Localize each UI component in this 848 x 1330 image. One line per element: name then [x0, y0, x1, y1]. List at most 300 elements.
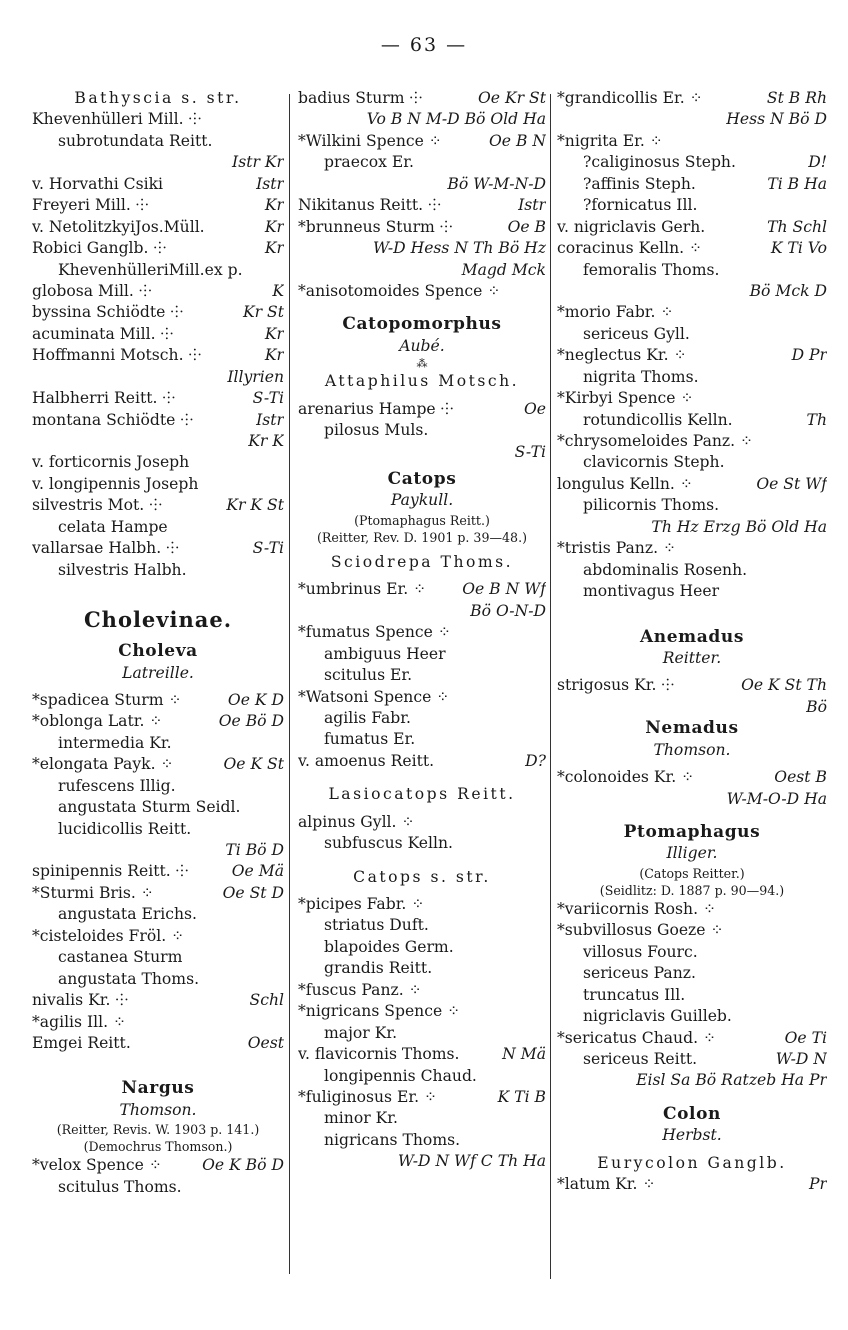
- text-line: [32, 711, 284, 732]
- spacer: [298, 772, 546, 784]
- text-line: [557, 1153, 827, 1174]
- distribution-text: Th Schl: [767, 217, 827, 236]
- text-line: [298, 131, 546, 152]
- text-line: [557, 109, 827, 130]
- entry-text: ⁂: [416, 357, 428, 371]
- distribution-text: Oest B: [774, 768, 827, 787]
- text-line: [557, 367, 827, 388]
- entry-text: Hoffmanni Motsch. ⸭: [32, 346, 202, 365]
- distribution-text: Kr St: [242, 303, 284, 322]
- distribution-text: S-Ti: [252, 539, 284, 558]
- entry-text: Nargus: [121, 1078, 195, 1099]
- section-heading: [557, 718, 827, 739]
- section-heading: [32, 641, 284, 662]
- text-line: [298, 729, 546, 750]
- text-line: [557, 963, 827, 984]
- text-line: [557, 1174, 827, 1195]
- entry-text: *fuscus Panz. ⁘: [298, 980, 422, 999]
- distribution-text: Th: [806, 410, 827, 429]
- text-line: [32, 474, 284, 495]
- section-heading: [32, 1078, 284, 1099]
- text-line: [557, 324, 827, 345]
- entry-text: *anisotomoides Spence ⁘: [298, 281, 501, 300]
- spacer: [557, 810, 827, 822]
- spacer: [32, 1054, 284, 1078]
- entry-text: Choleva: [118, 641, 198, 662]
- text-line: [298, 867, 546, 888]
- column-left: [32, 88, 284, 1198]
- distribution-text: Th Hz Erzg Bö Old Ha: [651, 517, 827, 536]
- text-line: [298, 579, 546, 600]
- text-line: [298, 152, 546, 173]
- entry-text: Ptomaphagus: [623, 822, 761, 842]
- spacer: [557, 1092, 827, 1104]
- text-line: [32, 840, 284, 861]
- text-line: [298, 529, 546, 546]
- entry-text: sericeus Reitt.: [583, 1049, 698, 1068]
- entry-text: Aubé.: [399, 336, 445, 355]
- entry-text: subfuscus Kelln.: [324, 834, 454, 853]
- entry-text: Thomson.: [119, 1100, 197, 1119]
- text-line: [32, 733, 284, 754]
- text-line: [557, 474, 827, 495]
- entry-text: byssina Schiödte ⸭: [32, 303, 184, 322]
- column-middle: [298, 88, 546, 1173]
- text-line: [557, 648, 827, 669]
- entry-text: major Kr.: [324, 1023, 398, 1042]
- text-line: [298, 399, 546, 420]
- entry-text: *cisteloides Fröl. ⁘: [32, 926, 185, 945]
- text-line: [298, 644, 546, 665]
- distribution-text: Kr: [264, 239, 284, 258]
- text-line: [557, 431, 827, 452]
- distribution-text: Kr: [264, 346, 284, 365]
- section-heading: [557, 822, 827, 843]
- entry-text: abdominalis Rosenh.: [583, 560, 748, 579]
- text-line: [298, 687, 546, 708]
- text-line: [557, 152, 827, 173]
- entry-text: longulus Kelln. ⁘: [557, 474, 693, 493]
- text-line: [298, 238, 546, 259]
- text-line: [557, 345, 827, 366]
- distribution-text: Oe Bö D: [218, 712, 284, 731]
- entry-text: v. forticornis Joseph: [32, 453, 190, 472]
- distribution-text: Kr: [264, 324, 284, 343]
- text-line: [298, 88, 546, 109]
- spacer: [32, 581, 284, 605]
- entry-text: Illiger.: [666, 844, 718, 863]
- distribution-text: Oe B N: [488, 131, 546, 150]
- text-line: [32, 1121, 284, 1138]
- distribution-text: Pr: [809, 1175, 827, 1194]
- text-line: [32, 217, 284, 238]
- text-line: [32, 410, 284, 431]
- entry-text: striatus Duft.: [324, 916, 429, 935]
- text-line: [298, 336, 546, 357]
- text-line: [32, 1177, 284, 1198]
- entry-text: *Wilkini Spence ⁘: [298, 131, 442, 150]
- entry-text: *neglectus Kr. ⁘: [557, 346, 687, 365]
- text-line: [298, 915, 546, 936]
- entry-text: *grandicollis Er. ⁘: [557, 89, 703, 107]
- entry-text: *elongata Payk. ⁘: [32, 755, 174, 774]
- distribution-text: Magd Mck: [461, 260, 546, 279]
- entry-text: v. amoenus Reitt.: [298, 751, 435, 770]
- text-line: [298, 512, 546, 529]
- text-line: [557, 495, 827, 516]
- text-line: [32, 131, 284, 152]
- entry-text: Robici Ganglb. ⸭: [32, 239, 167, 258]
- entry-text: castanea Sturm: [58, 948, 183, 967]
- distribution-text: Oe: [523, 399, 546, 418]
- text-line: [298, 784, 546, 805]
- entry-text: *Kirbyi Spence ⁘: [557, 389, 694, 408]
- entry-text: pilosus Muls.: [324, 421, 429, 440]
- distribution-text: W-D Hess N Th Bö Hz: [372, 239, 546, 258]
- distribution-text: Hess N Bö D: [726, 110, 827, 129]
- text-line: [32, 883, 284, 904]
- text-line: [32, 560, 284, 581]
- text-line: [32, 926, 284, 947]
- entry-text: Catopomorphus: [342, 314, 502, 335]
- entry-text: Herbst.: [662, 1126, 722, 1145]
- text-line: [298, 420, 546, 441]
- text-line: [557, 238, 827, 259]
- text-line: [32, 88, 284, 109]
- text-line: [557, 1070, 827, 1091]
- entry-text: pilicornis Thoms.: [583, 496, 720, 515]
- text-line: [557, 697, 827, 718]
- entry-text: *fuliginosus Er. ⁘: [298, 1087, 438, 1106]
- entry-text: *brunneus Sturm ⸭: [298, 217, 453, 236]
- text-line: [32, 1138, 284, 1155]
- entry-text: strigosus Kr. ⸭: [557, 676, 675, 695]
- entry-text: Paykull.: [390, 491, 454, 510]
- text-line: [557, 538, 827, 559]
- text-line: [32, 538, 284, 559]
- text-line: [32, 861, 284, 882]
- entry-text: *sericatus Chaud. ⁘: [557, 1028, 717, 1047]
- spacer: [298, 302, 546, 314]
- entry-text: Catops s. str.: [353, 867, 491, 886]
- text-line: [298, 1108, 546, 1129]
- entry-text: truncatus Ill.: [583, 985, 686, 1004]
- entry-text: *subvillosus Goeze ⁘: [557, 921, 724, 940]
- entry-text: angustata Sturm Seidl.: [58, 798, 241, 817]
- text-line: [32, 152, 284, 173]
- column-divider-left: [289, 94, 290, 1274]
- entry-text: scitulus Thoms.: [58, 1177, 182, 1196]
- distribution-text: S-Ti: [252, 389, 284, 408]
- distribution-text: Kr K St: [226, 496, 284, 515]
- text-line: [298, 195, 546, 216]
- distribution-text: Kr K: [248, 432, 284, 450]
- entry-text: (Reitter, Rev. D. 1901 p. 39—48.): [317, 529, 527, 545]
- text-line: [32, 238, 284, 259]
- distribution-text: Istr Kr: [232, 153, 284, 172]
- entry-text: *Sturmi Bris. ⁘: [32, 883, 154, 902]
- distribution-text: W-D N Wf C Th Ha: [397, 1152, 546, 1171]
- distribution-text: Ti Bö D: [225, 841, 284, 859]
- text-line: [557, 1049, 827, 1070]
- entry-text: longipennis Chaud.: [324, 1066, 477, 1085]
- entry-text: *nigricans Spence ⁘: [298, 1002, 461, 1021]
- text-line: [32, 109, 284, 130]
- entry-text: alpinus Gyll. ⁘: [298, 812, 415, 831]
- text-line: [557, 942, 827, 963]
- entry-text: *latum Kr. ⁘: [557, 1175, 656, 1194]
- entry-text: blapoides Germ.: [324, 937, 454, 956]
- spacer: [557, 603, 827, 627]
- text-line: [557, 302, 827, 323]
- text-line: [32, 904, 284, 925]
- text-line: [557, 131, 827, 152]
- text-line: [298, 1066, 546, 1087]
- distribution-text: Istr: [256, 410, 284, 429]
- entry-text: ambiguus Heer: [324, 644, 446, 663]
- text-line: [557, 865, 827, 882]
- entry-text: rotundicollis Kelln.: [583, 410, 733, 429]
- distribution-text: Bö O-N-D: [470, 601, 546, 620]
- text-line: [32, 345, 284, 366]
- text-line: [32, 663, 284, 684]
- text-line: [298, 1001, 546, 1022]
- text-line: [32, 452, 284, 473]
- entry-text: acuminata Mill. ⸭: [32, 324, 174, 343]
- text-line: [298, 751, 546, 772]
- text-line: [32, 690, 284, 711]
- entry-text: ?affinis Steph.: [583, 174, 696, 193]
- text-line: [557, 581, 827, 602]
- entry-text: coracinus Kelln. ⁘: [557, 239, 703, 258]
- distribution-text: Eisl Sa Bö Ratzeb Ha Pr: [636, 1071, 827, 1090]
- entry-text: *fumatus Spence ⁘: [298, 623, 451, 642]
- text-line: [557, 517, 827, 538]
- section-heading: [298, 469, 546, 490]
- distribution-text: Oe St Wf: [756, 474, 827, 493]
- text-line: [32, 754, 284, 775]
- text-line: [298, 260, 546, 281]
- entry-text: *spadicea Sturm ⁘: [32, 690, 182, 709]
- text-line: [32, 1033, 284, 1054]
- text-line: [298, 894, 546, 915]
- text-line: [32, 776, 284, 797]
- text-line: [32, 260, 284, 281]
- entry-text: Colon: [662, 1103, 722, 1124]
- entry-text: badius Sturm ⸭: [298, 89, 423, 107]
- entry-text: (Ptomaphagus Reitt.): [354, 512, 490, 528]
- distribution-text: K Ti B: [497, 1087, 546, 1106]
- text-line: [557, 767, 827, 788]
- distribution-text: Illyrien: [227, 367, 284, 386]
- text-line: [557, 410, 827, 431]
- text-line: [32, 388, 284, 409]
- text-line: [298, 357, 546, 371]
- text-line: [557, 985, 827, 1006]
- entry-text: Bathyscia s. str.: [74, 89, 242, 107]
- entry-text: Eurycolon Ganglb.: [597, 1153, 787, 1172]
- text-line: [557, 740, 827, 761]
- text-line: [32, 1100, 284, 1121]
- entry-text: nigrita Thoms.: [583, 367, 699, 386]
- entry-text: rufescens Illig.: [58, 776, 176, 795]
- text-line: [557, 281, 827, 302]
- entry-text: angustata Erichs.: [58, 905, 198, 924]
- entry-text: Halbherri Reitt. ⸭: [32, 389, 176, 408]
- entry-text: v. flavicornis Thoms.: [298, 1045, 460, 1064]
- entry-text: praecox Er.: [324, 153, 414, 172]
- entry-text: fumatus Er.: [324, 730, 416, 749]
- entry-text: agilis Fabr.: [324, 708, 411, 727]
- distribution-text: D Pr: [791, 346, 827, 365]
- entry-text: villosus Fourc.: [583, 942, 698, 961]
- text-line: [32, 431, 284, 452]
- entry-text: Latreille.: [122, 663, 194, 682]
- entry-text: *chrysomeloides Panz. ⁘: [557, 432, 754, 450]
- column-right: [557, 88, 827, 1196]
- entry-text: femoralis Thoms.: [583, 260, 720, 279]
- entry-text: sericeus Panz.: [583, 964, 696, 983]
- text-line: [557, 1125, 827, 1146]
- text-line: [557, 560, 827, 581]
- text-line: [298, 622, 546, 643]
- entry-text: (Seidlitz: D. 1887 p. 90—94.): [599, 882, 785, 898]
- section-heading: [32, 605, 284, 635]
- distribution-text: Ti B Ha: [767, 174, 827, 193]
- entry-text: *colonoides Kr. ⁘: [557, 768, 695, 787]
- text-line: [298, 1151, 546, 1172]
- text-line: [298, 552, 546, 573]
- distribution-text: D?: [525, 751, 546, 770]
- entry-text: montana Schiödte ⸭: [32, 410, 194, 429]
- distribution-text: W-M-O-D Ha: [726, 789, 827, 808]
- entry-text: v. longipennis Joseph: [32, 474, 199, 493]
- entry-text: globosa Mill. ⸭: [32, 281, 152, 300]
- distribution-text: Vo B N M-D Bö Old Ha: [366, 110, 546, 129]
- text-line: [298, 217, 546, 238]
- entry-text: minor Kr.: [324, 1109, 398, 1128]
- text-line: [298, 665, 546, 686]
- text-line: [557, 174, 827, 195]
- entry-text: clavicornis Steph.: [583, 453, 725, 472]
- distribution-text: St B Rh: [766, 89, 827, 107]
- text-line: [32, 969, 284, 990]
- text-line: [298, 1087, 546, 1108]
- text-line: [557, 88, 827, 109]
- text-line: [557, 920, 827, 941]
- entry-text: intermedia Kr.: [58, 733, 172, 752]
- text-line: [298, 812, 546, 833]
- distribution-text: Istr: [518, 196, 546, 215]
- text-line: [32, 947, 284, 968]
- distribution-text: W-D N: [775, 1049, 827, 1068]
- entry-text: Thomson.: [653, 740, 731, 759]
- entry-text: Lasiocatops Reitt.: [328, 785, 516, 804]
- text-line: [557, 388, 827, 409]
- entry-text: *morio Fabr. ⁘: [557, 303, 674, 322]
- entry-text: nigricans Thoms.: [324, 1130, 461, 1149]
- text-line: [557, 843, 827, 864]
- text-line: [32, 1012, 284, 1033]
- text-line: [32, 195, 284, 216]
- text-line: [298, 937, 546, 958]
- text-line: [32, 302, 284, 323]
- text-line: [298, 371, 546, 392]
- text-line: [298, 1044, 546, 1065]
- entry-text: nigriclavis Guilleb.: [583, 1007, 732, 1026]
- entry-text: lucidicollis Reitt.: [58, 819, 192, 838]
- entry-text: subrotundata Reitt.: [58, 131, 213, 150]
- entry-text: Attaphilus Motsch.: [324, 372, 520, 391]
- entry-text: *tristis Panz. ⁘: [557, 539, 677, 558]
- entry-text: Anemadus: [640, 626, 744, 647]
- entry-text: Reitter.: [662, 648, 722, 667]
- distribution-text: K: [272, 281, 284, 300]
- text-line: [32, 517, 284, 538]
- text-line: [298, 708, 546, 729]
- distribution-text: Oe Kr St: [478, 89, 546, 107]
- text-line: [557, 675, 827, 696]
- distribution-text: D!: [808, 153, 827, 172]
- entry-text: Emgei Reitt.: [32, 1033, 131, 1052]
- entry-text: Khevenhülleri Mill. ⸭: [32, 110, 202, 129]
- entry-text: vallarsae Halbh. ⸭: [32, 539, 179, 558]
- entry-text: scitulus Er.: [324, 666, 413, 685]
- entry-text: (Reitter, Revis. W. 1903 p. 141.): [56, 1122, 260, 1138]
- entry-text: silvestris Mot. ⸭: [32, 496, 163, 515]
- text-line: [32, 495, 284, 516]
- text-line: [32, 797, 284, 818]
- entry-text: Sciodrepa Thoms.: [330, 552, 514, 571]
- column-divider-right: [550, 94, 551, 1279]
- text-line: [298, 1130, 546, 1151]
- entry-text: *umbrinus Er. ⁘: [298, 580, 427, 599]
- section-heading: [557, 1104, 827, 1125]
- entry-text: nivalis Kr. ⸭: [32, 991, 129, 1010]
- entry-text: *nigrita Er. ⁘: [557, 131, 663, 150]
- section-heading: [557, 627, 827, 648]
- entry-text: ?fornicatus Ill.: [583, 196, 698, 215]
- distribution-text: Schl: [249, 991, 284, 1010]
- entry-text: v. Horvathi Csiki: [32, 174, 164, 193]
- distribution-text: S-Ti: [514, 442, 546, 461]
- distribution-text: Oest: [247, 1033, 284, 1052]
- text-line: [557, 899, 827, 920]
- page-number: — 63 —: [380, 34, 468, 56]
- distribution-text: N Mä: [502, 1045, 546, 1064]
- distribution-text: Bö W-M-N-D: [447, 174, 546, 193]
- entry-text: *Watsoni Spence ⁘: [298, 687, 450, 706]
- entry-text: v. nigriclavis Gerh.: [557, 217, 706, 236]
- entry-text: *variicornis Rosh. ⁘: [557, 899, 717, 918]
- text-line: [298, 442, 546, 463]
- text-line: [557, 882, 827, 899]
- distribution-text: Bö: [806, 697, 827, 716]
- entry-text: *picipes Fabr. ⁘: [298, 895, 425, 913]
- text-line: [298, 490, 546, 511]
- text-line: [32, 174, 284, 195]
- text-line: [298, 958, 546, 979]
- entry-text: v. NetolitzkyiJos.Müll.: [32, 217, 205, 236]
- spacer: [298, 855, 546, 867]
- text-line: [32, 819, 284, 840]
- text-line: [32, 1155, 284, 1176]
- text-line: [32, 324, 284, 345]
- entry-text: arenarius Hampe ⸭: [298, 399, 454, 418]
- entry-text: celata Hampe: [58, 517, 168, 536]
- distribution-text: Istr: [256, 174, 284, 193]
- entry-text: silvestris Halbh.: [58, 560, 187, 579]
